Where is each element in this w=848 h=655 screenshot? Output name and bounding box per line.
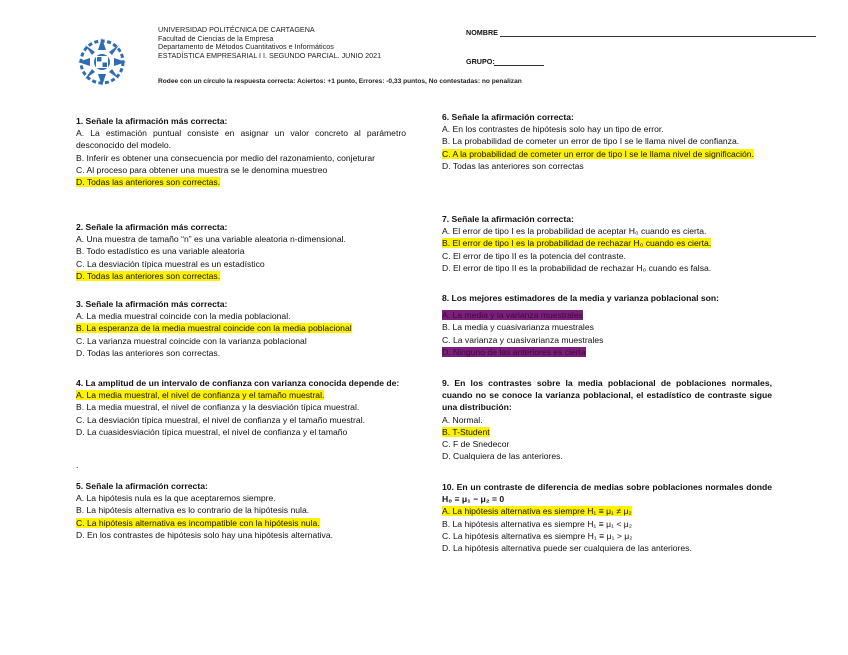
question-6: [442, 111, 772, 172]
option-d[interactable]: D. La cuasidesviación típica muestral, el nivel de confianza y el tamaño: [76, 426, 348, 437]
question-3: [76, 298, 406, 359]
university-logo: [76, 36, 128, 88]
option-d[interactable]: D. Cualquiera de las anteriores.: [442, 451, 563, 462]
option-b[interactable]: B. T-Student: [442, 426, 490, 437]
option-d[interactable]: D. Todas las anteriores son correctas.: [76, 177, 221, 188]
header-institution: [158, 26, 381, 60]
option-a[interactable]: A. La media y la varianza muestrales: [442, 310, 583, 321]
question-title: 4. La amplitud de un intervalo de confianza con varianza conocida depende de:: [76, 378, 400, 388]
question-8: [442, 292, 772, 358]
question-title: 6. Señale la afirmación correcta:: [442, 112, 574, 122]
question-5: [76, 480, 406, 541]
option-c[interactable]: C. F de Snedecor: [442, 439, 510, 450]
option-d[interactable]: D. Todas las anteriores son correctas.: [76, 347, 221, 358]
option-b[interactable]: B. La hipótesis alternativa es lo contrario de la hipótesis nula.: [76, 505, 310, 516]
question-2: [76, 221, 406, 282]
option-a[interactable]: A. La hipótesis nula es la que aceptaremos siempre.: [76, 493, 276, 504]
option-a[interactable]: A. El error de tipo I es la probabilidad de aceptar H₀ cuando es cierta.: [442, 226, 707, 237]
question-9: [442, 377, 772, 462]
nombre-label: NOMBRE: [466, 28, 498, 37]
option-c[interactable]: C. A la probabilidad de cometer un error de tipo I se le llama nivel de significación.: [442, 148, 754, 159]
instructions: Rodee con un círculo la respuesta correcta: Aciertos: +1 punto, Errores: -0,33 puntos, No contestadas: no penalizan: [158, 78, 522, 85]
exam-title: ESTADÍSTICA EMPRESARIAL I I. SEGUNDO PARCIAL. JUNIO 2021: [158, 50, 382, 60]
nombre-field[interactable]: [500, 36, 816, 37]
option-b[interactable]: B. La esperanza de la media muestral coincide con la media poblacional: [76, 323, 352, 334]
option-a[interactable]: A. La hipótesis alternativa es siempre H₁ ≡ μ₁ ≠ μ₂: [442, 506, 632, 517]
question-7: [442, 213, 772, 274]
option-a[interactable]: A. En los contrastes de hipótesis solo hay un tipo de error.: [442, 124, 664, 135]
question-title: 5. Señale la afirmación correcta:: [76, 481, 208, 491]
option-a[interactable]: A. Una muestra de tamaño “n” es una variable aleatoria n-dimensional.: [76, 234, 346, 245]
option-a[interactable]: A. La media muestral coincide con la media poblacional.: [76, 311, 291, 322]
question-title: 1. Señale la afirmación más correcta:: [76, 116, 228, 126]
option-c[interactable]: C. La desviación típica muestral es un estadístico: [76, 258, 265, 269]
stray-dot: .: [76, 460, 79, 470]
option-b[interactable]: B. La media y cuasivarianza muestrales: [442, 322, 594, 333]
option-c[interactable]: C. El error de tipo II es la potencia del contraste.: [442, 250, 626, 261]
option-d[interactable]: D. Todas las anteriores son correctas.: [76, 270, 221, 281]
question-title: 10. En un contraste de diferencia de medias sobre poblaciones normales donde H₀ ≡ μ₁ − μ₂ = 0: [442, 482, 772, 505]
option-b[interactable]: B. La media muestral, el nivel de confianza y la desviación típica muestral.: [76, 402, 360, 413]
option-c[interactable]: C. La desviación típica muestral, el nivel de confianza y el tamaño muestral.: [76, 414, 365, 425]
question-title: 8. Los mejores estimadores de la media y varianza poblacional son:: [442, 293, 720, 303]
department-name: Departamento de Métodos Cuantitativos e Informáticos: [158, 42, 334, 52]
option-a[interactable]: A. Normal.: [442, 414, 483, 425]
question-title: 2. Señale la afirmación más correcta:: [76, 222, 228, 232]
option-b[interactable]: B. Inferir es obtener una consecuencia por medio del razonamiento, conjeturar: [76, 152, 376, 163]
option-c[interactable]: C. Al proceso para obtener una muestra se le denomina muestreo: [76, 164, 328, 175]
question-1: [76, 115, 406, 188]
faculty-name: Facultad de Ciencias de la Empresa: [158, 33, 274, 43]
option-d[interactable]: D. Ninguno de las anteriores es cierta: [442, 346, 586, 357]
option-d[interactable]: D. En los contrastes de hipótesis solo hay una hipótesis alternativa.: [76, 529, 334, 540]
question-title: 7. Señale la afirmación correcta:: [442, 214, 574, 224]
option-d[interactable]: D. Todas las anteriores son correctas: [442, 160, 584, 171]
question-title: 3. Señale la afirmación más correcta:: [76, 299, 228, 309]
question-4: [76, 377, 406, 438]
option-b[interactable]: B. El error de tipo I es la probabilidad de rechazar H₀ cuando es cierta.: [442, 238, 712, 249]
option-c[interactable]: C. La varianza muestral coincide con la varianza poblacional: [76, 335, 307, 346]
grupo-field[interactable]: [494, 65, 544, 66]
question-10: [442, 481, 772, 554]
grupo-label: GRUPO:: [466, 57, 495, 66]
question-title: 9. En los contrastes sobre la media poblacional de poblaciones normales, cuando no se conoce la varianza poblacional, el estadístico de contraste sigue una distribución:: [442, 378, 772, 413]
option-c[interactable]: C. La hipótesis alternativa es siempre H₁ ≡ μ₁ > μ₂: [442, 530, 633, 541]
option-d[interactable]: D. El error de tipo II es la probabilidad de rechazar H₀ cuando es falsa.: [442, 262, 712, 273]
option-b[interactable]: B. La hipótesis alternativa es siempre H₁ ≡ μ₁ < μ₂: [442, 518, 633, 529]
option-a[interactable]: A. La estimación puntual consiste en asignar un valor concreto al parámetro desconocido del modelo.: [76, 128, 406, 151]
university-name: UNIVERSIDAD POLITÉCNICA DE CARTAGENA: [158, 25, 315, 34]
option-c[interactable]: C. La varianza y cuasivarianza muestrales: [442, 334, 604, 345]
option-a[interactable]: A. La media muestral, el nivel de confianza y el tamaño muestral.: [76, 390, 325, 401]
option-b[interactable]: B. La probabilidad de cometer un error de tipo I se le llama nivel de confianza.: [442, 136, 740, 147]
option-d[interactable]: D. La hipótesis alternativa puede ser cualquiera de las anteriores.: [442, 543, 692, 554]
option-c[interactable]: C. La hipótesis alternativa es incompatible con la hipótesis nula.: [76, 517, 320, 528]
option-b[interactable]: B. Todo estadístico es una variable aleatoria: [76, 246, 245, 257]
